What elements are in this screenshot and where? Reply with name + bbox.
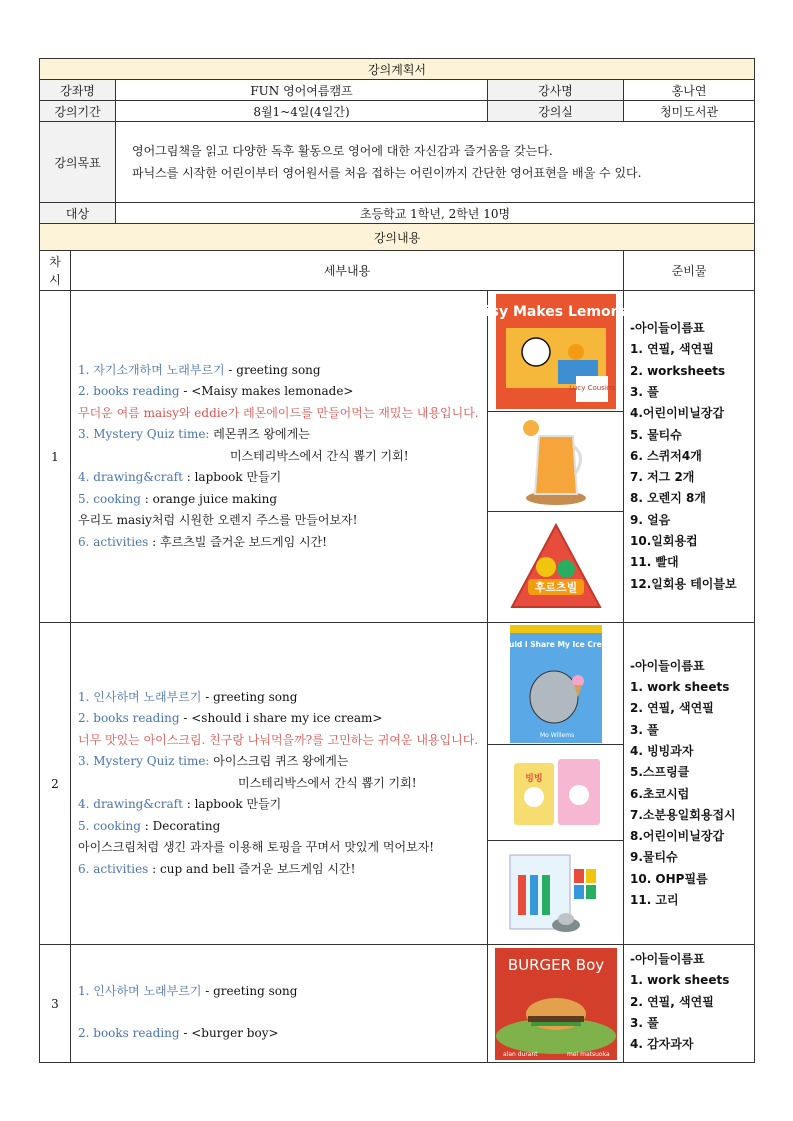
session-details	[71, 623, 488, 945]
supply-item: 5.스프링클	[630, 765, 690, 780]
svg-text:mei matsuoka: mei matsuoka	[566, 1050, 610, 1058]
detail-line: 2. books reading - <burger boy>	[78, 1026, 279, 1040]
detail-line: 6. activities : 후르츠빌 즐거운 보드게임 시간!	[78, 534, 327, 549]
book-cover-burger-boy	[488, 945, 623, 1062]
supply-item: 2. 연필, 색연필	[630, 701, 714, 716]
supply-item: -아이들이름표	[630, 658, 705, 673]
supply-item: 7. 저그 2개	[630, 470, 695, 485]
session-row-1	[40, 291, 755, 623]
detail-line: 6. activities : cup and bell 즐거운 보드게임 시간!	[78, 861, 356, 876]
supply-item: 1. 연필, 색연필	[630, 342, 714, 357]
detail-line: 우리도 masiy처럼 시원한 오렌지 주스를 만들어보자!	[78, 513, 358, 528]
supply-item: 4. 감자과자	[630, 1037, 694, 1052]
supply-item: 3. 풀	[630, 384, 659, 399]
supply-item: 10. OHP필름	[630, 871, 708, 886]
detail-line: 4. drawing&craft : lapbook 만들기	[78, 470, 282, 485]
detail-line: 2. books reading - <Maisy makes lemonade>	[78, 384, 354, 399]
target-label: 대상	[40, 203, 116, 224]
session-images	[488, 945, 624, 1063]
svg-text:Maisy Makes Lemonade: Maisy Makes Lemonade	[461, 303, 650, 320]
column-details: 세부내용	[71, 251, 624, 291]
supply-item: 2. 연필, 색연필	[630, 994, 714, 1009]
course-name: FUN 영어여름캠프	[116, 80, 488, 101]
supply-item: 6. 스퀴저4개	[630, 448, 702, 463]
detail-line: 1. 인사하며 노래부르기 - greeting song	[78, 984, 298, 998]
supply-item: 11. 고리	[630, 892, 679, 907]
detail-line: 3. Mystery Quiz time: 레몬퀴즈 왕에게는	[78, 427, 310, 442]
page-title: 강의계획서	[40, 59, 755, 80]
course-label: 강좌명	[40, 80, 116, 101]
supply-item: 8.어린이비닐장갑	[630, 829, 725, 844]
supply-item: 1. work sheets	[630, 680, 730, 695]
detail-description: 너무 맛있는 아이스크림. 친구랑 나눠먹을까?를 고민하는 귀여운 내용입니다.	[78, 732, 479, 747]
svg-text:Lucy Cousins: Lucy Cousins	[568, 383, 615, 392]
svg-text:Should I Share My Ice Cream?: Should I Share My Ice Cream?	[492, 639, 619, 649]
supply-item: 3. 풀	[630, 1015, 659, 1030]
session-supplies	[624, 945, 755, 1063]
detail-line: 미스테리박스에서 간식 뽑기 기회!	[230, 448, 409, 463]
session-supplies	[624, 623, 755, 945]
supply-item: 9.물티슈	[630, 850, 678, 865]
fruitville-game-box	[488, 512, 623, 622]
session-images	[488, 623, 624, 945]
detail-line: 5. cooking : orange juice making	[78, 491, 278, 506]
goal-label: 강의목표	[40, 122, 116, 203]
detail-line: 2. books reading - <should i share my ice cream>	[78, 711, 383, 726]
detail-line: 1. 인사하며 노래부르기 - greeting song	[78, 689, 298, 704]
session-details	[71, 945, 488, 1063]
book-cover-ice-cream	[488, 623, 623, 745]
supply-item: 10.일회용컵	[630, 534, 698, 549]
supply-item: 12.일회용 테이블보	[630, 576, 737, 591]
supply-item: 5. 물티슈	[630, 427, 682, 442]
period-value: 8월1~4일(4일간)	[116, 101, 488, 122]
bingbing-snack-photo	[488, 745, 623, 841]
supply-item: 8. 오렌지 8개	[630, 491, 706, 506]
supply-item: -아이들이름표	[630, 321, 705, 336]
column-session: 차 시	[40, 251, 71, 291]
supply-item: 6.초코시럽	[630, 786, 690, 801]
detail-line: 3. Mystery Quiz time: 아이스크림 퀴즈 왕에게는	[78, 754, 349, 769]
period-label: 강의기간	[40, 101, 116, 122]
session-number: 3	[40, 945, 71, 1063]
target-value: 초등학교 1학년, 2학년 10명	[116, 203, 755, 224]
detail-line: 5. cooking : Decorating	[78, 818, 221, 833]
detail-line: 아이스크림처럼 생긴 과자를 이용해 토핑을 꾸며서 맛있게 먹어보자!	[78, 840, 435, 855]
column-supplies: 준비물	[624, 251, 755, 291]
room-value: 청미도서관	[624, 101, 755, 122]
svg-text:Mo Willems: Mo Willems	[539, 731, 574, 739]
supply-item: -아이들이름표	[630, 952, 705, 966]
supply-item: 9. 얼음	[630, 512, 671, 527]
session-row-3	[40, 945, 755, 1063]
session-supplies	[624, 291, 755, 623]
session-details	[71, 291, 488, 623]
svg-text:BURGER Boy: BURGER Boy	[507, 955, 604, 974]
supply-item: 7.소분용일회용접시	[630, 807, 736, 822]
session-number: 2	[40, 623, 71, 945]
goal-line-2: 파닉스를 시작한 어린이부터 영어원서를 처음 접하는 어린이까지 간단한 영어표현을 배울 수 있다.	[132, 166, 642, 180]
supply-item: 1. work sheets	[630, 973, 730, 988]
supply-item: 4.어린이비닐장갑	[630, 406, 725, 421]
session-number: 1	[40, 291, 71, 623]
goal-text	[116, 122, 755, 203]
room-label: 강의실	[488, 101, 624, 122]
detail-description: 무더운 여름 maisy와 eddie가 레몬에이드를 만들어먹는 재밌는 내용입니다.	[78, 405, 479, 420]
detail-line: 미스테리박스에서 간식 뽑기 기회!	[238, 775, 417, 790]
supply-item: 11. 빨대	[630, 555, 679, 570]
content-title: 강의내용	[40, 224, 755, 251]
orange-juice-photo	[488, 412, 623, 512]
supply-item: 2. worksheets	[630, 363, 726, 378]
goal-line-1: 영어그림책을 읽고 다양한 독후 활동으로 영어에 대한 자신감과 즐거움을 갖는다.	[132, 144, 553, 158]
supply-item: 4. 빙빙과자	[630, 743, 694, 758]
svg-text:빙빙: 빙빙	[524, 773, 543, 784]
teacher-name: 홍나연	[624, 80, 755, 101]
detail-line: 1. 자기소개하며 노래부르기 - greeting song	[78, 362, 321, 377]
detail-line: 4. drawing&craft : lapbook 만들기	[78, 797, 282, 812]
cup-and-bell-game	[488, 841, 623, 944]
lecture-plan-table	[39, 58, 755, 1063]
session-row-2	[40, 623, 755, 945]
teacher-label: 강사명	[488, 80, 624, 101]
supply-item: 3. 풀	[630, 722, 659, 737]
svg-text:alan durant: alan durant	[502, 1050, 538, 1058]
svg-text:후르츠빌: 후르츠빌	[534, 581, 577, 594]
